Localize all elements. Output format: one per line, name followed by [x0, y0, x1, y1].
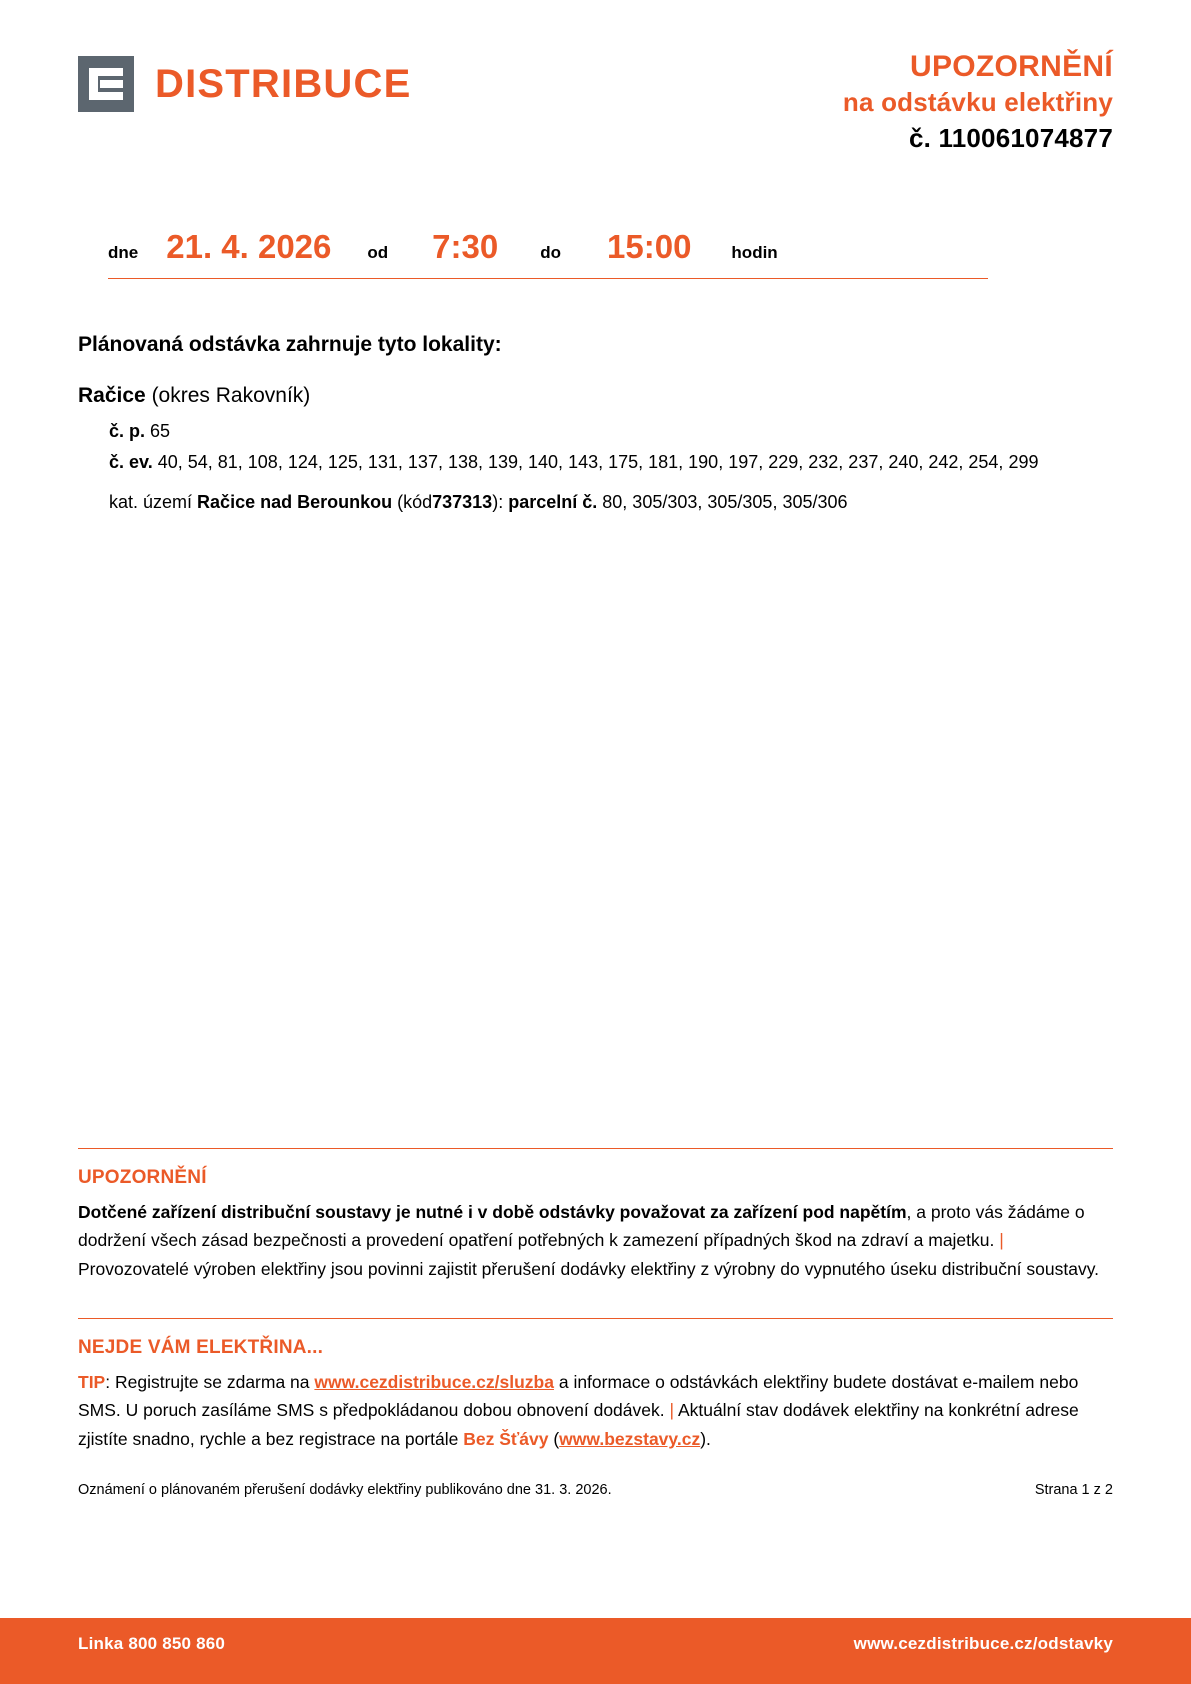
outage-date-value: 21. 4. 2026	[166, 228, 332, 265]
page-subtitle: na odstávku elektřiny	[842, 87, 1113, 118]
to-label: do	[540, 243, 562, 262]
house-numbers-values: 65	[150, 421, 171, 442]
tip-colon: :	[105, 1372, 111, 1392]
brand-logo	[78, 48, 411, 112]
brand-wordmark: DISTRIBUCE	[155, 62, 412, 106]
tip-text-2: a informace o odstávkách elektřiny budete dostávat e-mailem nebo SMS. U poruch zasíláme SMS s předpokládanou dobou obnovení dodávek.	[78, 1372, 1079, 1421]
page-title: UPOZORNĚNÍ	[909, 50, 1113, 83]
tip-separator: |	[669, 1400, 675, 1421]
registration-numbers-label: č. ev.	[109, 451, 153, 472]
header-title-block	[843, 48, 1113, 155]
cadastral-code-suffix: ):	[492, 492, 504, 513]
district-name: (okres Rakovník)	[151, 384, 311, 407]
no-electricity-section	[78, 1318, 1113, 1453]
page-footer	[0, 1620, 1191, 1684]
cadastral-area-row	[109, 489, 1113, 516]
notice-number: č. 110061074877	[909, 122, 1113, 153]
warning-notice-section	[78, 1148, 1113, 1283]
bezstavy-link[interactable]: www.bezstavy.cz	[559, 1428, 701, 1449]
cadastral-code: 737313	[432, 492, 493, 513]
hours-label: hodin	[731, 243, 778, 262]
registration-numbers-row	[109, 449, 1113, 476]
cez-e-logo-icon	[78, 56, 134, 112]
tip-text-3: Aktuální stav dodávek elektřiny na konkrétní adrese zjistíte snadno, rychle a bez registrace na portále	[78, 1400, 1079, 1449]
localities-heading: Plánovaná odstávka zahrnuje tyto lokality:	[78, 333, 502, 356]
date-label: dne	[108, 243, 139, 262]
outage-start-time: 7:30	[432, 228, 499, 265]
registration-numbers-values: 40, 54, 81, 108, 124, 125, 131, 137, 138, 139, 140, 143, 175, 181, 190, 197, 229, 232, 237, 240, 242, 254, 299	[157, 451, 1039, 472]
page-header	[78, 48, 1113, 168]
parcel-values: 80, 305/303, 305/305, 305/306	[602, 492, 848, 513]
house-numbers-label: č. p.	[109, 421, 146, 442]
warning-text-after: , a proto vás žádáme o dodržení všech zásad bezpečnosti a provedení opatření potřebných k zamezení případných škod na zdraví a majetku.	[78, 1202, 1085, 1251]
municipality-name: Račice	[78, 384, 146, 407]
from-label: od	[367, 243, 389, 262]
outage-end-time: 15:00	[607, 228, 692, 265]
cezdistribuce-service-link[interactable]: www.cezdistribuce.cz/sluzba	[314, 1372, 554, 1392]
section-divider	[78, 1148, 1113, 1149]
warning-notice-heading: UPOZORNĚNÍ	[78, 1167, 207, 1188]
warning-bold-lead: Dotčené zařízení distribuční soustavy je nutné i v době odstávky považovat za zařízení pod napětím	[78, 1202, 907, 1222]
locality-entry	[78, 381, 1113, 520]
cadastral-area-name: Račice nad Berounkou	[197, 492, 393, 513]
warning-text-second: Provozovatelé výroben elektřiny jsou povinni zajistit přerušení dodávky elektřiny z výrobny do vypnutého úseku distribuční soustavy.	[78, 1258, 1100, 1279]
footer-phone: Linka 800 850 860	[78, 1634, 226, 1653]
publication-text: Oznámení o plánovaném přerušení dodávky elektřiny publikováno dne 31. 3. 2026.	[78, 1482, 612, 1498]
locality-name-line	[78, 381, 1113, 411]
outage-datetime-band	[108, 228, 988, 279]
no-electricity-heading: NEJDE VÁM ELEKTŘINA...	[78, 1337, 324, 1358]
tip-label: TIP	[78, 1372, 106, 1392]
publication-line	[78, 1482, 1113, 1498]
paren-close: ).	[700, 1428, 711, 1449]
footer-web-link[interactable]: www.cezdistribuce.cz/odstavky	[853, 1634, 1113, 1653]
house-numbers-row	[109, 418, 1113, 445]
page-number: Strana 1 z 2	[1034, 1482, 1113, 1498]
cadastral-code-label: (kód	[397, 492, 433, 513]
locality-details	[78, 418, 1113, 516]
section-divider	[78, 1318, 1113, 1319]
warning-notice-body	[78, 1198, 1113, 1283]
no-electricity-body	[78, 1368, 1113, 1453]
tip-text-1: Registrujte se zdarma na	[114, 1372, 310, 1392]
paren-open: (	[553, 1428, 560, 1449]
parcel-label: parcelní č.	[508, 492, 598, 513]
bez-stavy-brand: Bez Šťávy	[463, 1428, 549, 1449]
cadastral-prefix: kat. území	[109, 492, 193, 513]
warning-separator: |	[999, 1230, 1004, 1251]
